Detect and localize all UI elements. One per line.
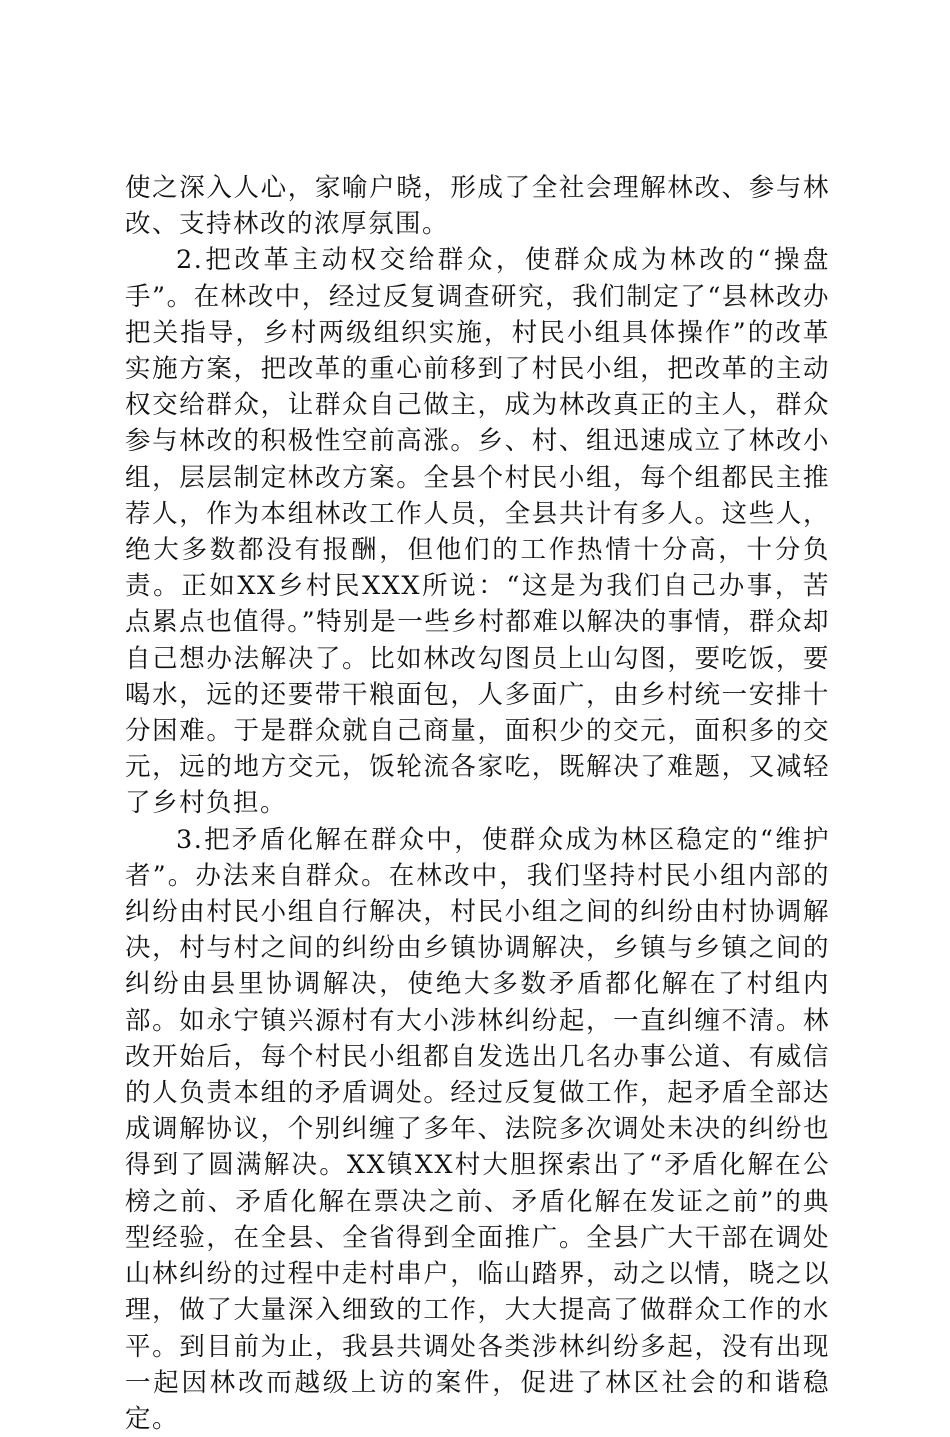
- paragraph-item-2: 2.把改革主动权交给群众，使群众成为林改的“操盘手”。在林改中，经过反复调查研究，我们制定了“县林改办把关指导，乡村两级组织实施，村民小组具体操作”的改革实施方案，把改革的重心前移到了村民小组，把改革的主动权交给群众，让群众自己做主，成为林改真正的主人，群众参与林改的积极性空前高涨。乡、村、组迅速成立了林改小组，层层制定林改方案。全县个村民小组，每个组都民主推荐人，作为本组林改工作人员，全县共计有多人。这些人，绝大多数都没有报酬，但他们的工作热情十分高，十分负责。正如XX乡村民XXX所说：“这是为我们自己办事，苦点累点也值得。”特别是一些乡村都难以解决的事情，群众却自己想办法解决了。比如林改勾图员上山勾图，要吃饭，要喝水，远的还要带干粮面包，人多面广，由乡村统一安排十分困难。于是群众就自己商量，面积少的交元，面积多的交元，远的地方交元，饭轮流各家吃，既解决了难题，又减轻了乡村负担。: [125, 245, 830, 819]
- paragraph-item-3: 3.把矛盾化解在群众中，使群众成为林区稳定的“维护者”。办法来自群众。在林改中，我们坚持村民小组内部的纠纷由村民小组自行解决，村民小组之间的纠纷由村协调解决，村与村之间的纠纷由乡镇协调解决，乡镇与乡镇之间的纠纷由县里协调解决，使绝大多数矛盾都化解在了村组内部。如永宁镇兴源村有大小涉林纠纷起，一直纠缠不清。林改开始后，每个村民小组都自发选出几名办事公道、有威信的人负责本组的矛盾调处。经过反复做工作，起矛盾全部达成调解协议，个别纠缠了多年、法院多次调处未决的纠纷也得到了圆满解决。XX镇XX村大胆探索出了“矛盾化解在公榜之前、矛盾化解在票决之前、矛盾化解在发证之前”的典型经验，在全县、全省得到全面推广。全县广大干部在调处山林纠纷的过程中走村串户，临山踏界，动之以情，晓之以理，做了大量深入细致的工作，大大提高了做群众工作的水平。到目前为止，我县共调处各类涉林纠纷多起，没有出现一起因林改而越级上访的案件，促进了林区社会的和谐稳定。: [125, 824, 830, 1434]
- paragraph-continuation: 使之深入人心，家喻户晓，形成了全社会理解林改、参与林改、支持林改的浓厚氛围。: [125, 173, 830, 240]
- document-body: [125, 170, 830, 1437]
